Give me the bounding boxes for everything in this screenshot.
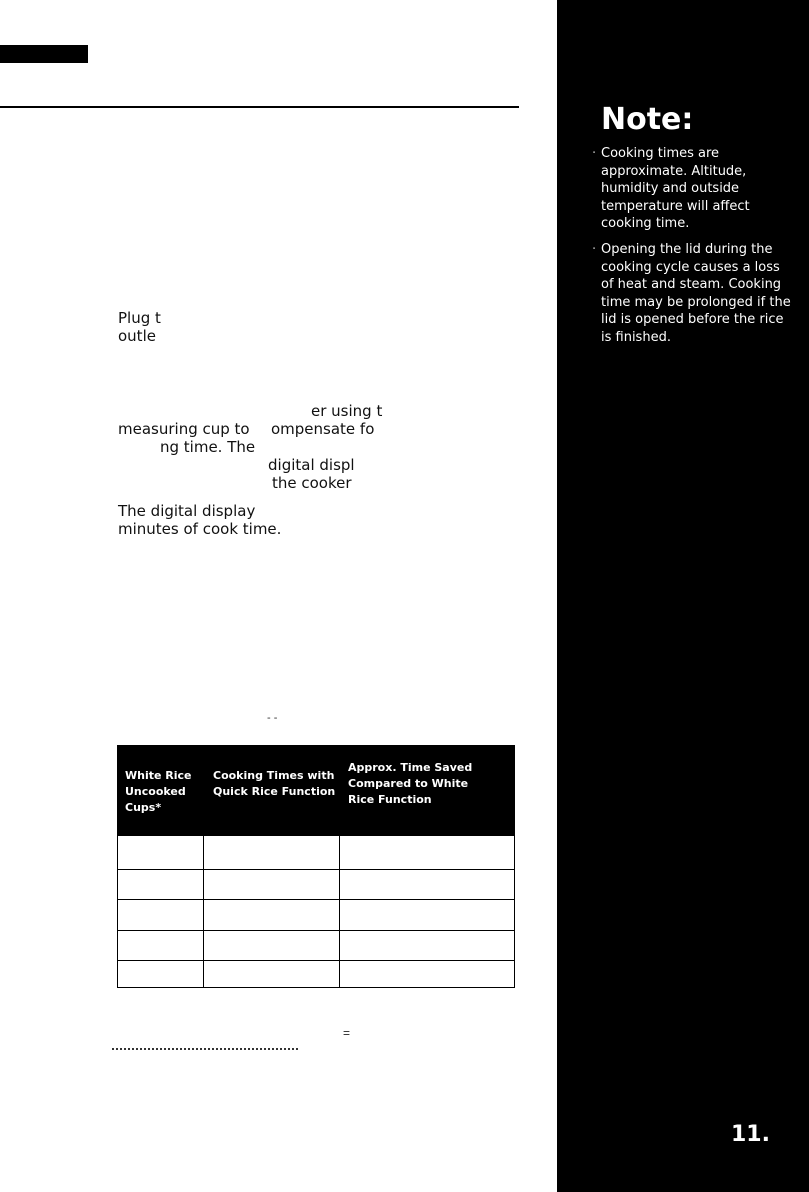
row-divider	[117, 930, 515, 931]
note-item	[592, 145, 791, 233]
text-fragment: measuring cup to	[118, 420, 250, 438]
bullet-icon: ·	[592, 242, 597, 257]
column-header: Approx. Time Saved Compared to White Rice Function	[348, 761, 473, 806]
text-fragment: minutes of cook time.	[118, 520, 282, 538]
note-title: Note:	[601, 102, 694, 137]
text-fragment: Plug t	[118, 309, 161, 327]
note-item	[592, 241, 791, 346]
header-bar	[0, 45, 88, 63]
stray-mark: - -	[267, 712, 278, 724]
quick-rice-table	[117, 745, 515, 988]
column-divider	[339, 745, 340, 988]
equals-mark: =	[343, 1026, 351, 1040]
page-number: 11.	[731, 1122, 770, 1147]
note-text: Opening the lid during the cooking cycle causes a loss of heat and steam. Cooking time may be prolonged if the lid is opened before the rice is finished.	[601, 242, 791, 345]
text-fragment: The digital display	[118, 502, 256, 520]
note-text: Cooking times are approximate. Altitude, humidity and outside temperature will affect cooking time.	[601, 146, 750, 231]
row-divider	[117, 899, 515, 900]
table-frame	[117, 745, 515, 988]
bullet-icon: ·	[592, 146, 597, 161]
note-sidebar	[557, 0, 809, 1192]
header-rule	[0, 106, 519, 108]
row-divider	[117, 869, 515, 870]
text-fragment: the cooker	[272, 474, 352, 492]
text-fragment: digital displ	[268, 456, 355, 474]
dotted-line	[112, 1048, 298, 1050]
row-divider	[117, 960, 515, 961]
column-header: Cooking Times with Quick Rice Function	[213, 769, 336, 798]
text-fragment: ng time. The	[160, 438, 256, 456]
column-divider	[203, 745, 204, 988]
column-header: White Rice Uncooked Cups*	[125, 769, 192, 814]
text-fragment: ompensate fo	[271, 420, 375, 438]
text-fragment: er using t	[311, 402, 383, 420]
text-fragment: outle	[118, 327, 156, 345]
